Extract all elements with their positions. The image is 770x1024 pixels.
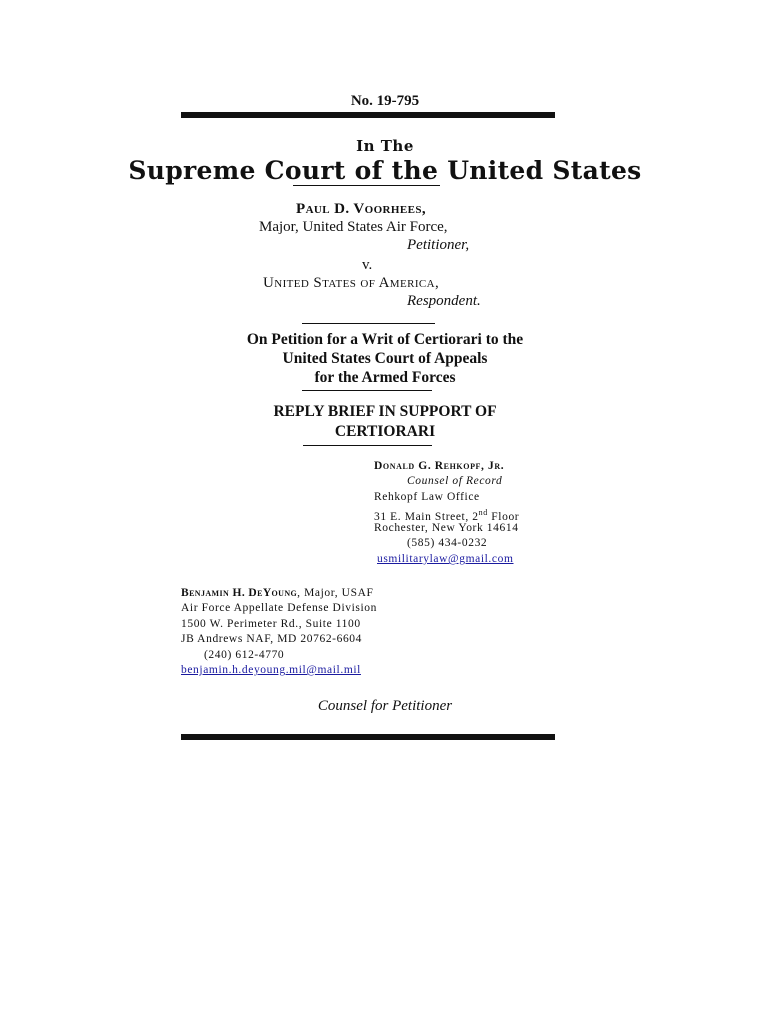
counsel-of-record-role: Counsel of Record (407, 475, 503, 487)
co-counsel-street: 1500 W. Perimeter Rd., Suite 1100 (181, 618, 361, 630)
parties-rule (302, 323, 435, 324)
brief-rule (303, 445, 432, 446)
counsel-phone: (585) 434-0232 (407, 537, 488, 549)
court-name: Supreme Court of the United States (128, 156, 642, 185)
brief-title-line-2: CERTIORARI (334, 423, 436, 440)
brief-title-line-1: REPLY BRIEF IN SUPPORT OF (273, 403, 497, 420)
petition-line-1: On Petition for a Writ of Certiorari to the (246, 331, 524, 348)
co-counsel-city: JB Andrews NAF, MD 20762-6604 (181, 633, 362, 645)
respondent-name: United States of America, (263, 275, 440, 291)
counsel-for-petitioner: Counsel for Petitioner (317, 698, 453, 714)
counsel-city: Rochester, New York 14614 (374, 522, 519, 534)
co-counsel-email-link[interactable]: benjamin.h.deyoung.mil@mail.mil (181, 664, 361, 676)
respondent-role: Respondent. (407, 293, 481, 309)
bottom-thick-rule (181, 734, 555, 740)
versus: v. (362, 257, 373, 273)
counsel-street: 31 E. Main Street, 2nd Floor (374, 508, 520, 523)
petition-rule (302, 390, 432, 391)
counsel-email-link[interactable]: usmilitarylaw@gmail.com (377, 553, 514, 565)
petitioner-name: Paul D. Voorhees, (296, 201, 426, 217)
co-counsel-phone: (240) 612-4770 (204, 649, 285, 661)
co-counsel-name: Benjamin H. DeYoung (181, 587, 298, 599)
docket-number: No. 19-795 (350, 93, 420, 109)
petitioner-role: Petitioner, (407, 237, 470, 253)
petitioner-description: Major, United States Air Force, (259, 219, 448, 235)
counsel-office: Rehkopf Law Office (374, 491, 480, 503)
court-rule (293, 185, 440, 186)
petition-line-2: United States Court of Appeals (282, 350, 488, 367)
court-in-the: In The (356, 137, 414, 155)
co-counsel-rank: , Major, USAF (297, 587, 374, 599)
top-thick-rule (181, 112, 555, 118)
petition-line-3: for the Armed Forces (314, 369, 456, 386)
counsel-of-record-name: Donald G. Rehkopf, Jr. (374, 460, 505, 472)
co-counsel-division: Air Force Appellate Defense Division (181, 602, 377, 614)
co-counsel-name-line (181, 586, 373, 602)
